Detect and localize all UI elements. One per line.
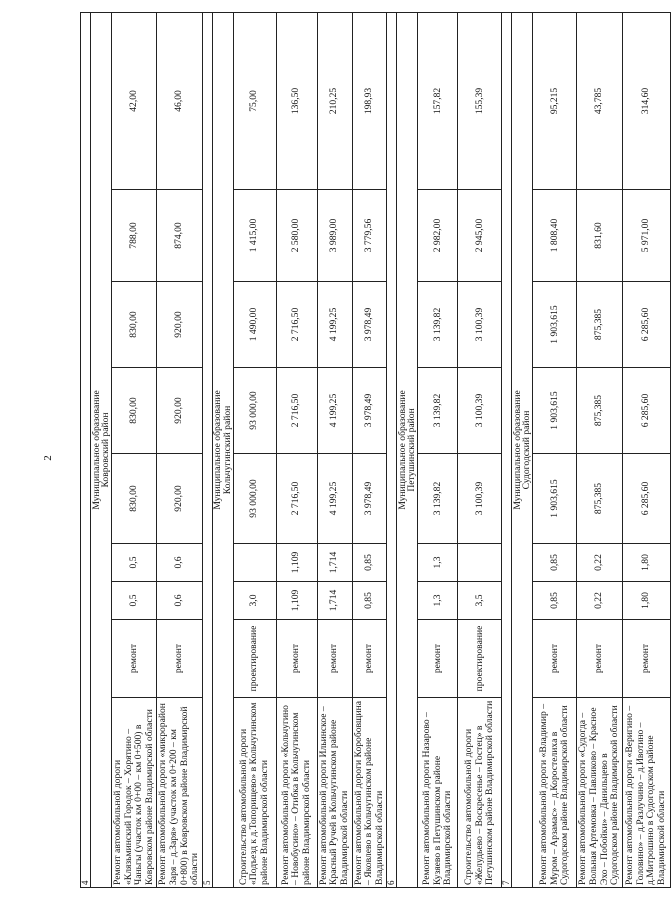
funding-year: 920,00 bbox=[157, 282, 202, 368]
rotated-table-container bbox=[80, 13, 667, 888]
local-budget: 95,215 bbox=[533, 12, 577, 189]
work-type: ремонт bbox=[533, 620, 577, 698]
table-row bbox=[458, 12, 502, 887]
estimated-cost: 2 716,50 bbox=[276, 454, 317, 544]
work-type: ремонт bbox=[577, 620, 622, 698]
estimated-cost: 3 978,49 bbox=[352, 454, 387, 544]
section-number: 6 bbox=[387, 12, 397, 887]
road-description: Ремонт автомобильной дороги Ильинское – Красный Ручей в Кольчугинском районе Владимирской области bbox=[317, 698, 352, 888]
regional-budget: 2 580,00 bbox=[276, 190, 317, 282]
total-funding: 875,385 bbox=[577, 368, 622, 454]
work-type: ремонт bbox=[352, 620, 387, 698]
length-km: 1,109 bbox=[276, 582, 317, 620]
regional-budget: 2 945,00 bbox=[458, 190, 502, 282]
local-budget: 75,00 bbox=[233, 12, 276, 189]
total-funding: 4 199,25 bbox=[317, 368, 352, 454]
table-row bbox=[533, 12, 577, 887]
funding-year: 3 100,39 bbox=[458, 282, 502, 368]
total-funding: 830,00 bbox=[112, 368, 157, 454]
table-row bbox=[317, 12, 352, 887]
funding-year: 4 199,25 bbox=[317, 282, 352, 368]
road-description: Ремонт автомобильной дороги «Кольчугино – Новобусино» – Отибка в Кольчугинском районе Владимирской области bbox=[276, 698, 317, 888]
estimated-cost: 6 285,60 bbox=[622, 454, 670, 544]
work-type: ремонт bbox=[112, 620, 157, 698]
estimated-cost: 4 199,25 bbox=[317, 454, 352, 544]
regional-budget: 3 779,56 bbox=[352, 190, 387, 282]
work-type: проектирование bbox=[233, 620, 276, 698]
section-number: 5 bbox=[202, 12, 212, 887]
length-km: 0,22 bbox=[577, 582, 622, 620]
regional-budget: 874,00 bbox=[157, 190, 202, 282]
funding-year: 875,385 bbox=[577, 282, 622, 368]
total-funding: 3 978,49 bbox=[352, 368, 387, 454]
length-done-km: 1,3 bbox=[418, 544, 458, 582]
local-budget: 314,60 bbox=[622, 12, 670, 189]
local-budget: 157,82 bbox=[418, 12, 458, 189]
road-works-table bbox=[80, 12, 671, 888]
length-done-km: 1,109 bbox=[276, 544, 317, 582]
road-description: Ремонт автомобильной дороги «Судогда – Вольная Артемовка – Павликово – Красное Эхо – Побойки» – Данильцево в Судогодском районе Владимирской области bbox=[577, 698, 622, 888]
length-km: 0,5 bbox=[112, 582, 157, 620]
funding-year: 830,00 bbox=[112, 282, 157, 368]
local-budget: 46,00 bbox=[157, 12, 202, 189]
funding-year: 3 139,82 bbox=[418, 282, 458, 368]
length-km: 0,6 bbox=[157, 582, 202, 620]
table-row bbox=[276, 12, 317, 887]
length-km: 1,3 bbox=[418, 582, 458, 620]
table-row bbox=[577, 12, 622, 887]
estimated-cost: 3 139,82 bbox=[418, 454, 458, 544]
table-row bbox=[352, 12, 387, 887]
length-done-km: 0,85 bbox=[352, 544, 387, 582]
table-row bbox=[233, 12, 276, 887]
road-description: Ремонт автомобильной дороги «Владимир – Муром – Арзамас» – д.Коростелиха в Судогодском районе Владимирской области bbox=[533, 698, 577, 888]
length-done-km: 1,714 bbox=[317, 544, 352, 582]
estimated-cost: 1 903,615 bbox=[533, 454, 577, 544]
work-type: проектирование bbox=[458, 620, 502, 698]
road-description: Ремонт автомобильной дороги Назарово – Кузяево в Петушинском районе Владимирской области bbox=[418, 698, 458, 888]
work-type: ремонт bbox=[157, 620, 202, 698]
total-funding: 6 285,60 bbox=[622, 368, 670, 454]
funding-year: 3 978,49 bbox=[352, 282, 387, 368]
section-title: Муниципальное образование Петушинский район bbox=[397, 12, 418, 887]
regional-budget: 5 971,00 bbox=[622, 190, 670, 282]
section-number: 4 bbox=[81, 12, 91, 887]
section-number-row bbox=[502, 12, 512, 887]
section-row bbox=[397, 12, 418, 887]
length-done-km bbox=[233, 544, 276, 582]
estimated-cost: 920,00 bbox=[157, 454, 202, 544]
local-budget: 136,50 bbox=[276, 12, 317, 189]
local-budget: 155,39 bbox=[458, 12, 502, 189]
road-description: Ремонт автомобильной дороги Коробовщина – Яковлево в Кольчугинском районе Владимирской области bbox=[352, 698, 387, 888]
section-title: Муниципальное образование Кольчугинский район bbox=[212, 12, 233, 887]
section-number: 7 bbox=[502, 12, 512, 887]
length-km: 3,0 bbox=[233, 582, 276, 620]
table-row bbox=[418, 12, 458, 887]
estimated-cost: 830,00 bbox=[112, 454, 157, 544]
page-number: 2 bbox=[42, 455, 54, 461]
work-type: ремонт bbox=[418, 620, 458, 698]
road-description: Строительство автомобильной дороги «Желудьево – Воскресенье – Гостец» в Петушинском районе Владимирской области bbox=[458, 698, 502, 888]
table-body bbox=[81, 12, 671, 887]
total-funding: 3 100,39 bbox=[458, 368, 502, 454]
length-done-km: 0,5 bbox=[112, 544, 157, 582]
funding-year: 6 285,60 bbox=[622, 282, 670, 368]
total-funding: 3 139,82 bbox=[418, 368, 458, 454]
section-title: Муниципальное образование Ковровский район bbox=[91, 12, 112, 887]
length-km: 3,5 bbox=[458, 582, 502, 620]
work-type: ремонт bbox=[276, 620, 317, 698]
table-row bbox=[157, 12, 202, 887]
length-done-km: 1,80 bbox=[622, 544, 670, 582]
length-done-km: 0,85 bbox=[533, 544, 577, 582]
length-km: 1,80 bbox=[622, 582, 670, 620]
total-funding: 920,00 bbox=[157, 368, 202, 454]
section-title: Муниципальное образование Судогодский район bbox=[512, 12, 533, 887]
table-row bbox=[112, 12, 157, 887]
estimated-cost: 875,385 bbox=[577, 454, 622, 544]
length-done-km bbox=[458, 544, 502, 582]
road-description: Ремонт автомобильной дороги «Веригино – Головино» – д.Разлучино – д.Ивотино – д.Митрошино в Судогодском районе Владимирской области bbox=[622, 698, 670, 888]
work-type: ремонт bbox=[622, 620, 670, 698]
local-budget: 210,25 bbox=[317, 12, 352, 189]
length-done-km: 0,22 bbox=[577, 544, 622, 582]
regional-budget: 2 982,00 bbox=[418, 190, 458, 282]
local-budget: 43,785 bbox=[577, 12, 622, 189]
regional-budget: 1 415,00 bbox=[233, 190, 276, 282]
estimated-cost: 93 000,00 bbox=[233, 454, 276, 544]
funding-year: 1 490,00 bbox=[233, 282, 276, 368]
regional-budget: 788,00 bbox=[112, 190, 157, 282]
road-description: Ремонт автомобильной дороги «микрорайон Заря – д.Заря» (участок км 0+200 – км 0+800) в Ковровском районе Владимирской области bbox=[157, 698, 202, 888]
length-km: 1,714 bbox=[317, 582, 352, 620]
regional-budget: 3 989,00 bbox=[317, 190, 352, 282]
section-row bbox=[91, 12, 112, 887]
local-budget: 198,93 bbox=[352, 12, 387, 189]
road-description: Строительство автомобильной дороги «Подъезд к д.Топорищево» в Кольчугинском районе Владимирской области bbox=[233, 698, 276, 888]
section-row bbox=[212, 12, 233, 887]
section-number-row bbox=[387, 12, 397, 887]
work-type: ремонт bbox=[317, 620, 352, 698]
table-row bbox=[622, 12, 670, 887]
estimated-cost: 3 100,39 bbox=[458, 454, 502, 544]
section-row bbox=[512, 12, 533, 887]
regional-budget: 831,60 bbox=[577, 190, 622, 282]
length-km: 0,85 bbox=[352, 582, 387, 620]
length-done-km: 0,6 bbox=[157, 544, 202, 582]
total-funding: 93 000,00 bbox=[233, 368, 276, 454]
regional-budget: 1 808,40 bbox=[533, 190, 577, 282]
length-km: 0,85 bbox=[533, 582, 577, 620]
section-number-row bbox=[202, 12, 212, 887]
section-number-row bbox=[81, 12, 91, 887]
road-description: Ремонт автомобильной дороги «Клязьминский Городок – Хорятино – Чаньгы (участок км 0+00 – км 0+500) в Ковровском районе Владимирской области bbox=[112, 698, 157, 888]
total-funding: 1 903,615 bbox=[533, 368, 577, 454]
total-funding: 2 716,50 bbox=[276, 368, 317, 454]
funding-year: 1 903,615 bbox=[533, 282, 577, 368]
local-budget: 42,00 bbox=[112, 12, 157, 189]
funding-year: 2 716,50 bbox=[276, 282, 317, 368]
